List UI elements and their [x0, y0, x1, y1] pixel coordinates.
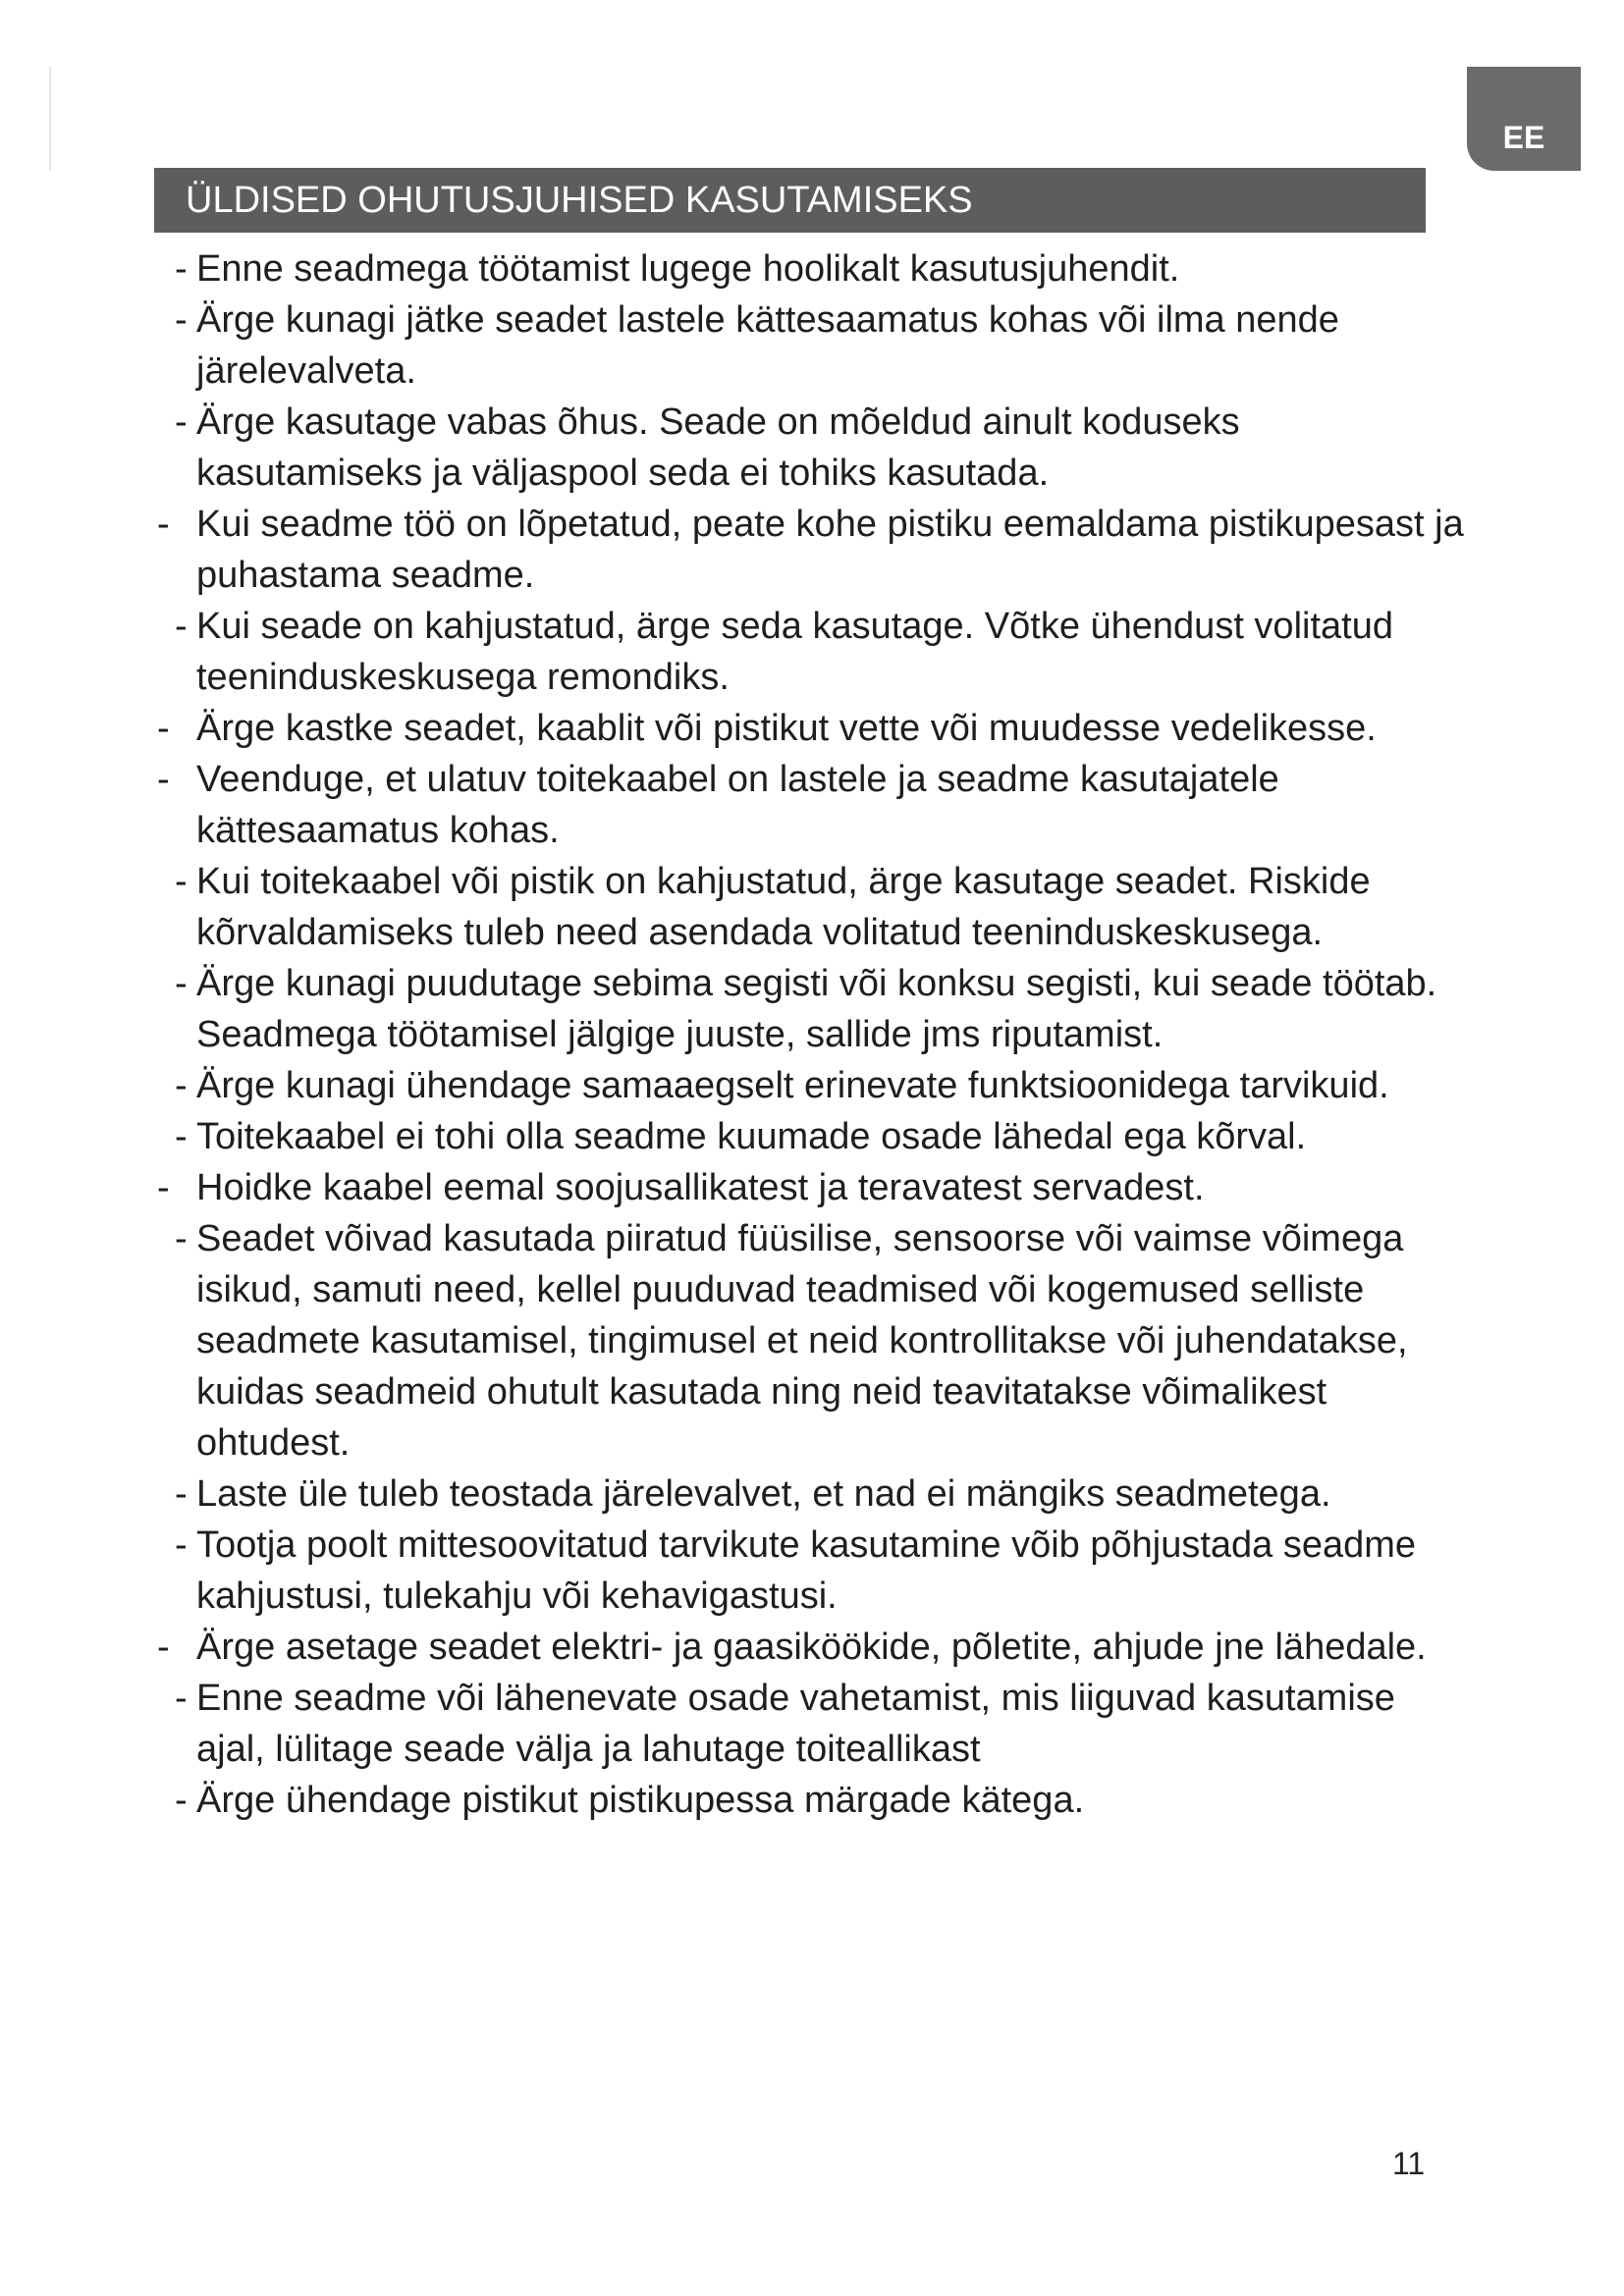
item-text: Ärge kunagi ühendage samaaegselt erinevate funktsioonidega tarvikuid. [196, 1065, 1389, 1106]
dash-bullet: - [175, 1473, 188, 1515]
item-text: Toitekaabel ei tohi olla seadme kuumade osade lähedal ega kõrval. [196, 1116, 1307, 1157]
item-text: Ärge kastke seadet, kaablit või pistikut vette või muudesse vedelikesse. [196, 708, 1377, 749]
dash-bullet: - [175, 1116, 188, 1157]
dash-bullet: - [175, 1678, 188, 1719]
item-text: Ärge kasutage vabas õhus. Seade on mõeldud ainult koduseks kasutamiseks ja väljaspool seda ei tohiks kasutada. [196, 401, 1240, 494]
list-item [157, 1673, 1473, 1775]
item-text: Seadet võivad kasutada piiratud füüsilise, sensoorse või vaimse võimega isikud, samuti need, kellel puuduvad teadmised või kogemused selliste seadmete kasutamisel, tingimusel et neid kontrollitakse või juhendatakse, kuidas seadmeid ohutult kasutada ning neid teavitatakse võimalikest ohtudest. [196, 1218, 1408, 1464]
list-item [157, 243, 1473, 294]
item-text: Enne seadmega töötamist lugege hoolikalt kasutusjuhendit. [196, 248, 1180, 290]
section-title: ÜLDISED OHUTUSJUHISED KASUTAMISEKS [186, 180, 973, 221]
safety-instructions-list [157, 243, 1473, 1826]
list-item [157, 1775, 1473, 1826]
list-item [157, 1520, 1473, 1622]
item-text: Ärge kunagi jätke seadet lastele kättesaamatus kohas või ilma nende järelevalveta. [196, 299, 1339, 392]
list-item [157, 703, 1473, 754]
dash-bullet: - [157, 504, 170, 545]
list-item [157, 499, 1473, 601]
dash-bullet: - [157, 1627, 170, 1668]
item-text: Tootja poolt mittesoovitatud tarvikute kasutamine võib põhjustada seadme kahjustusi, tulekahju või kehavigastusi. [196, 1524, 1417, 1617]
dash-bullet: - [175, 299, 188, 341]
dash-bullet: - [175, 1524, 188, 1566]
list-item [157, 294, 1473, 397]
list-item [157, 958, 1473, 1060]
dash-bullet: - [157, 708, 170, 749]
list-item [157, 1060, 1473, 1111]
section-header [154, 168, 1426, 233]
dash-bullet: - [157, 1167, 170, 1208]
language-code: EE [1502, 120, 1545, 155]
list-item [157, 1213, 1473, 1468]
item-text: Kui seadme töö on lõpetatud, peate kohe pistiku eemaldama pistikupesast ja puhastama seadme. [196, 504, 1464, 596]
margin-rule [49, 67, 51, 171]
list-item [157, 1622, 1473, 1673]
dash-bullet: - [175, 1218, 188, 1259]
dash-bullet: - [175, 861, 188, 902]
dash-bullet: - [175, 963, 188, 1004]
dash-bullet: - [175, 606, 188, 647]
list-item [157, 601, 1473, 703]
dash-bullet: - [175, 248, 188, 290]
item-text: Ärge asetage seadet elektri- ja gaasiköökide, põletite, ahjude jne lähedale. [196, 1627, 1427, 1668]
list-item [157, 856, 1473, 958]
page-number: 11 [1392, 2146, 1426, 2181]
list-item [157, 754, 1473, 856]
item-text: Hoidke kaabel eemal soojusallikatest ja teravatest servadest. [196, 1167, 1205, 1208]
list-item [157, 1162, 1473, 1213]
item-text: Veenduge, et ulatuv toitekaabel on lastele ja seadme kasutajatele kättesaamatus kohas. [196, 759, 1279, 851]
item-text: Laste üle tuleb teostada järelevalvet, et nad ei mängiks seadmetega. [196, 1473, 1331, 1515]
dash-bullet: - [175, 1780, 188, 1821]
dash-bullet: - [175, 401, 188, 443]
item-text: Ärge ühendage pistikut pistikupessa märgade kätega. [196, 1780, 1085, 1821]
dash-bullet: - [157, 759, 170, 800]
item-text: Kui seade on kahjustatud, ärge seda kasutage. Võtke ühendust volitatud teeninduskeskusega remondiks. [196, 606, 1393, 698]
list-item [157, 1111, 1473, 1162]
list-item [157, 1468, 1473, 1520]
dash-bullet: - [175, 1065, 188, 1106]
item-text: Enne seadme või lähenevate osade vahetamist, mis liiguvad kasutamise ajal, lülitage seade välja ja lahutage toiteallikast [196, 1678, 1395, 1770]
list-item [157, 397, 1473, 499]
language-tab [1467, 67, 1581, 171]
item-text: Ärge kunagi puudutage sebima segisti või konksu segisti, kui seade töötab. Seadmega töötamisel jälgige juuste, sallide jms riputamist. [196, 963, 1437, 1055]
item-text: Kui toitekaabel või pistik on kahjustatud, ärge kasutage seadet. Riskide kõrvaldamiseks tuleb need asendada volitatud teeninduskeskusega. [196, 861, 1371, 953]
